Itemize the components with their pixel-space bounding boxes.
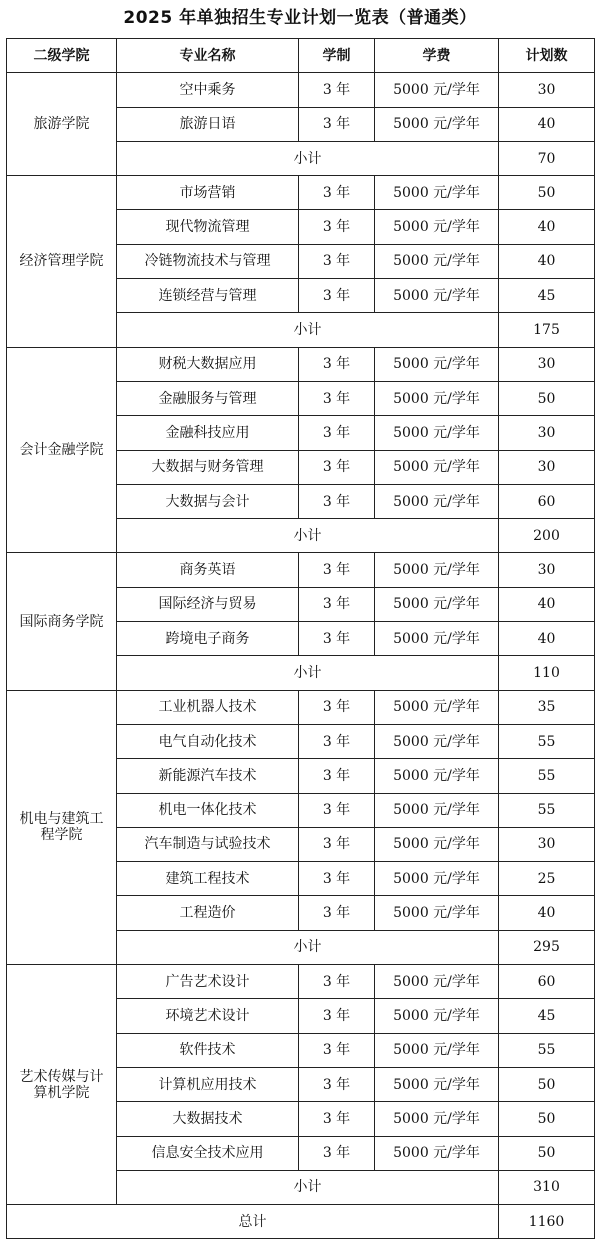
plan-count: 30 bbox=[499, 827, 595, 861]
tuition: 5000 元/学年 bbox=[375, 210, 499, 244]
major-name: 市场营销 bbox=[117, 176, 299, 210]
duration: 3 年 bbox=[299, 724, 375, 758]
major-name: 信息安全技术应用 bbox=[117, 1136, 299, 1170]
major-name: 大数据与会计 bbox=[117, 484, 299, 518]
duration: 3 年 bbox=[299, 587, 375, 621]
plan-count: 55 bbox=[499, 724, 595, 758]
plan-count: 35 bbox=[499, 690, 595, 724]
subtotal-label: 小计 bbox=[117, 519, 499, 553]
tuition: 5000 元/学年 bbox=[375, 416, 499, 450]
subtotal-value: 110 bbox=[499, 656, 595, 690]
duration: 3 年 bbox=[299, 484, 375, 518]
tuition: 5000 元/学年 bbox=[375, 1033, 499, 1067]
header-major: 专业名称 bbox=[117, 39, 299, 73]
duration: 3 年 bbox=[299, 690, 375, 724]
duration: 3 年 bbox=[299, 416, 375, 450]
subtotal-label: 小计 bbox=[117, 313, 499, 347]
duration: 3 年 bbox=[299, 244, 375, 278]
table-body bbox=[7, 73, 595, 1239]
tuition: 5000 元/学年 bbox=[375, 999, 499, 1033]
major-name: 金融科技应用 bbox=[117, 416, 299, 450]
plan-count: 50 bbox=[499, 1067, 595, 1101]
major-name: 旅游日语 bbox=[117, 107, 299, 141]
duration: 3 年 bbox=[299, 965, 375, 999]
tuition: 5000 元/学年 bbox=[375, 279, 499, 313]
tuition: 5000 元/学年 bbox=[375, 450, 499, 484]
major-name: 大数据技术 bbox=[117, 1102, 299, 1136]
table-row bbox=[7, 965, 595, 999]
major-name: 工程造价 bbox=[117, 896, 299, 930]
major-name: 计算机应用技术 bbox=[117, 1067, 299, 1101]
major-name: 机电一体化技术 bbox=[117, 793, 299, 827]
major-name: 跨境电子商务 bbox=[117, 622, 299, 656]
major-name: 汽车制造与试验技术 bbox=[117, 827, 299, 861]
subtotal-label: 小计 bbox=[117, 1170, 499, 1204]
major-name: 大数据与财务管理 bbox=[117, 450, 299, 484]
duration: 3 年 bbox=[299, 347, 375, 381]
plan-count: 40 bbox=[499, 622, 595, 656]
duration: 3 年 bbox=[299, 622, 375, 656]
tuition: 5000 元/学年 bbox=[375, 347, 499, 381]
tuition: 5000 元/学年 bbox=[375, 724, 499, 758]
duration: 3 年 bbox=[299, 381, 375, 415]
college-name-cell bbox=[7, 176, 117, 347]
college-name-cell bbox=[7, 690, 117, 964]
duration: 3 年 bbox=[299, 279, 375, 313]
table-row bbox=[7, 73, 595, 107]
plan-count: 40 bbox=[499, 896, 595, 930]
duration: 3 年 bbox=[299, 73, 375, 107]
plan-count: 30 bbox=[499, 553, 595, 587]
tuition: 5000 元/学年 bbox=[375, 1136, 499, 1170]
duration: 3 年 bbox=[299, 176, 375, 210]
college-name: 机电与建筑工程学院 bbox=[19, 811, 104, 844]
duration: 3 年 bbox=[299, 1102, 375, 1136]
tuition: 5000 元/学年 bbox=[375, 896, 499, 930]
college-name-cell bbox=[7, 553, 117, 690]
plan-count: 50 bbox=[499, 1136, 595, 1170]
plan-count: 55 bbox=[499, 759, 595, 793]
page-title: 2025 年单独招生专业计划一览表（普通类） bbox=[123, 8, 477, 28]
college-name: 国际商务学院 bbox=[19, 613, 104, 630]
total-row bbox=[7, 1205, 595, 1239]
tuition: 5000 元/学年 bbox=[375, 862, 499, 896]
major-name: 现代物流管理 bbox=[117, 210, 299, 244]
subtotal-value: 175 bbox=[499, 313, 595, 347]
duration: 3 年 bbox=[299, 827, 375, 861]
plan-count: 50 bbox=[499, 1102, 595, 1136]
tuition: 5000 元/学年 bbox=[375, 484, 499, 518]
subtotal-value: 295 bbox=[499, 930, 595, 964]
table-row bbox=[7, 176, 595, 210]
total-value: 1160 bbox=[499, 1205, 595, 1239]
tuition: 5000 元/学年 bbox=[375, 587, 499, 621]
major-name: 金融服务与管理 bbox=[117, 381, 299, 415]
header-college: 二级学院 bbox=[7, 39, 117, 73]
major-name: 软件技术 bbox=[117, 1033, 299, 1067]
plan-count: 40 bbox=[499, 107, 595, 141]
tuition: 5000 元/学年 bbox=[375, 759, 499, 793]
table-row bbox=[7, 347, 595, 381]
major-name: 空中乘务 bbox=[117, 73, 299, 107]
header-plan-count: 计划数 bbox=[499, 39, 595, 73]
duration: 3 年 bbox=[299, 210, 375, 244]
college-name-cell bbox=[7, 347, 117, 553]
duration: 3 年 bbox=[299, 896, 375, 930]
header-duration: 学制 bbox=[299, 39, 375, 73]
duration: 3 年 bbox=[299, 759, 375, 793]
plan-count: 30 bbox=[499, 73, 595, 107]
plan-count: 50 bbox=[499, 176, 595, 210]
duration: 3 年 bbox=[299, 553, 375, 587]
major-name: 连锁经营与管理 bbox=[117, 279, 299, 313]
plan-count: 50 bbox=[499, 381, 595, 415]
major-name: 工业机器人技术 bbox=[117, 690, 299, 724]
subtotal-label: 小计 bbox=[117, 930, 499, 964]
header-tuition: 学费 bbox=[375, 39, 499, 73]
plan-count: 45 bbox=[499, 999, 595, 1033]
plan-count: 40 bbox=[499, 210, 595, 244]
duration: 3 年 bbox=[299, 1136, 375, 1170]
table-row bbox=[7, 690, 595, 724]
college-name: 旅游学院 bbox=[33, 116, 90, 133]
duration: 3 年 bbox=[299, 1033, 375, 1067]
plan-count: 30 bbox=[499, 347, 595, 381]
plan-count: 60 bbox=[499, 484, 595, 518]
plan-count: 55 bbox=[499, 1033, 595, 1067]
college-name-cell bbox=[7, 965, 117, 1205]
tuition: 5000 元/学年 bbox=[375, 176, 499, 210]
major-name: 环境艺术设计 bbox=[117, 999, 299, 1033]
duration: 3 年 bbox=[299, 862, 375, 896]
duration: 3 年 bbox=[299, 107, 375, 141]
subtotal-label: 小计 bbox=[117, 656, 499, 690]
plan-count: 25 bbox=[499, 862, 595, 896]
subtotal-value: 200 bbox=[499, 519, 595, 553]
major-name: 财税大数据应用 bbox=[117, 347, 299, 381]
tuition: 5000 元/学年 bbox=[375, 1102, 499, 1136]
plan-count: 60 bbox=[499, 965, 595, 999]
tuition: 5000 元/学年 bbox=[375, 965, 499, 999]
college-name: 会计金融学院 bbox=[19, 442, 104, 459]
tuition: 5000 元/学年 bbox=[375, 107, 499, 141]
duration: 3 年 bbox=[299, 1067, 375, 1101]
tuition: 5000 元/学年 bbox=[375, 827, 499, 861]
college-name-cell bbox=[7, 73, 117, 176]
tuition: 5000 元/学年 bbox=[375, 381, 499, 415]
tuition: 5000 元/学年 bbox=[375, 690, 499, 724]
tuition: 5000 元/学年 bbox=[375, 1067, 499, 1101]
duration: 3 年 bbox=[299, 793, 375, 827]
tuition: 5000 元/学年 bbox=[375, 553, 499, 587]
plan-count: 40 bbox=[499, 244, 595, 278]
subtotal-label: 小计 bbox=[117, 141, 499, 175]
duration: 3 年 bbox=[299, 999, 375, 1033]
duration: 3 年 bbox=[299, 450, 375, 484]
total-label: 总计 bbox=[7, 1205, 499, 1239]
table-header-row bbox=[7, 39, 595, 73]
subtotal-value: 70 bbox=[499, 141, 595, 175]
major-name: 电气自动化技术 bbox=[117, 724, 299, 758]
major-name: 商务英语 bbox=[117, 553, 299, 587]
enrollment-plan-table bbox=[6, 38, 595, 1239]
major-name: 新能源汽车技术 bbox=[117, 759, 299, 793]
tuition: 5000 元/学年 bbox=[375, 622, 499, 656]
major-name: 建筑工程技术 bbox=[117, 862, 299, 896]
tuition: 5000 元/学年 bbox=[375, 73, 499, 107]
plan-count: 55 bbox=[499, 793, 595, 827]
college-name: 艺术传媒与计算机学院 bbox=[19, 1068, 104, 1101]
tuition: 5000 元/学年 bbox=[375, 793, 499, 827]
table-row bbox=[7, 553, 595, 587]
major-name: 广告艺术设计 bbox=[117, 965, 299, 999]
subtotal-value: 310 bbox=[499, 1170, 595, 1204]
tuition: 5000 元/学年 bbox=[375, 244, 499, 278]
plan-count: 30 bbox=[499, 450, 595, 484]
plan-count: 40 bbox=[499, 587, 595, 621]
plan-count: 30 bbox=[499, 416, 595, 450]
college-name: 经济管理学院 bbox=[19, 253, 104, 270]
major-name: 国际经济与贸易 bbox=[117, 587, 299, 621]
major-name: 冷链物流技术与管理 bbox=[117, 244, 299, 278]
plan-count: 45 bbox=[499, 279, 595, 313]
